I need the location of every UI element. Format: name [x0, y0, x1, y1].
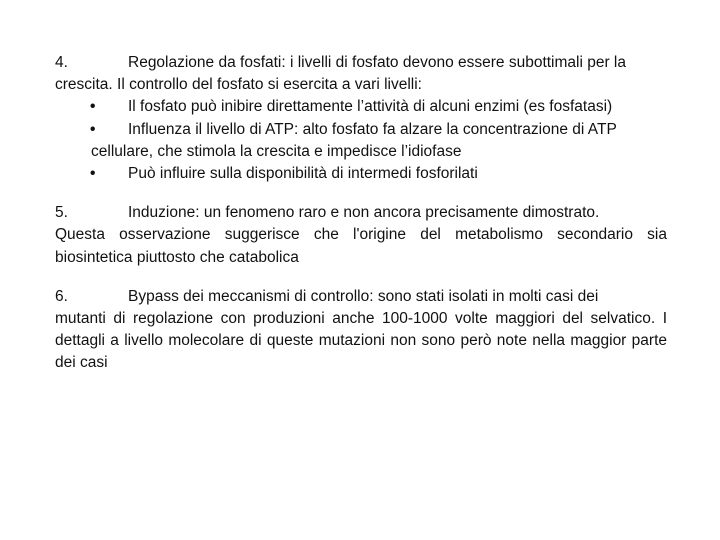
section-6-heading: Bypass dei meccanismi di controllo: sono stati isolati in molti casi dei	[128, 287, 599, 305]
list-item	[55, 163, 667, 185]
section-4-heading: Regolazione da fosfati: i livelli di fosfato devono essere subottimali per la	[128, 54, 626, 71]
bullet-icon: •	[90, 120, 96, 138]
section-6-first-line	[55, 286, 667, 308]
section-6-continuation: mutanti di regolazione con produzioni anche 100-1000 volte maggiori del selvatico. I dettagli a livello molecolare di queste mutazioni non sono però note nella maggior parte dei casi	[55, 310, 667, 372]
bullet-text: Può influire sulla disponibilità di intermedi fosforilati	[128, 165, 478, 183]
list-item	[55, 119, 667, 163]
section-5-continuation: Questa osservazione suggerisce che l'origine del metabolismo secondario sia biosintetica piuttosto che catabolica	[55, 226, 667, 266]
section-4	[55, 52, 667, 185]
bullet-icon: •	[90, 165, 96, 183]
section-4-bullet-list	[55, 96, 667, 185]
section-4-first-line	[55, 52, 667, 74]
section-5	[55, 202, 667, 269]
section-5-first-line	[55, 202, 667, 224]
section-6	[55, 286, 667, 375]
section-4-continuation: crescita. Il controllo del fosfato si esercita a vari livelli:	[55, 76, 422, 94]
bullet-text: Il fosfato può inibire direttamente l’attività di alcuni enzimi (es fosfatasi)	[128, 98, 613, 116]
section-5-heading: Induzione: un fenomeno raro e non ancora precisamente dimostrato.	[128, 204, 600, 222]
bullet-icon: •	[90, 98, 96, 116]
list-item	[55, 96, 667, 118]
bullet-continuation: cellulare, che stimola la crescita e impedisce l’idiofase	[91, 142, 462, 160]
document-body	[55, 52, 667, 392]
section-4-number: 4.	[55, 54, 68, 71]
section-6-number: 6.	[55, 287, 68, 305]
section-5-number: 5.	[55, 204, 68, 222]
bullet-text: Influenza il livello di ATP: alto fosfato fa alzare la concentrazione di ATP	[128, 120, 617, 138]
